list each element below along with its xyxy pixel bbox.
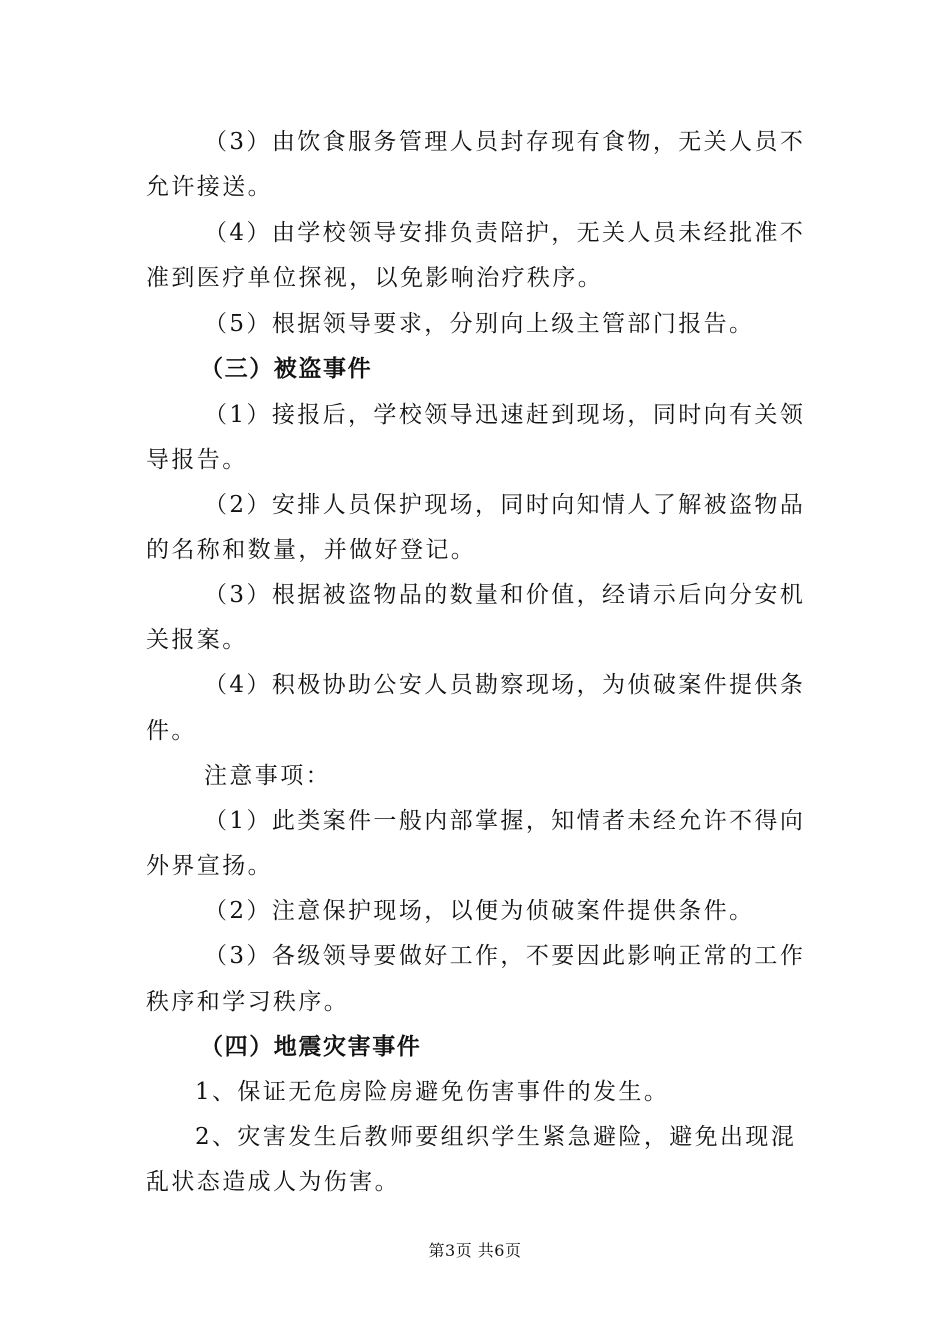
paragraph-line: 的名称和数量，并做好登记。 xyxy=(146,537,477,563)
paragraph-line: 准到医疗单位探视，以免影响治疗秩序。 xyxy=(146,265,604,291)
paragraph-line: （3）根据被盗物品的数量和价值，经请示后向分安机 xyxy=(204,582,806,608)
paragraph-line: （4）积极协助公安人员勘察现场，为侦破案件提供条 xyxy=(204,672,806,698)
paragraph-line: （5）根据领导要求，分别向上级主管部门报告。 xyxy=(204,311,755,337)
page-number: 第3页 共6页 xyxy=(428,1241,522,1260)
section-heading: （四）地震灾害事件 xyxy=(200,1034,422,1060)
paragraph-line: （2）注意保护现场，以便为侦破案件提供条件。 xyxy=(204,898,755,924)
paragraph-line: 外界宣扬。 xyxy=(146,853,273,879)
paragraph-line: （3）各级领导要做好工作，不要因此影响正常的工作 xyxy=(204,943,806,969)
paragraph-line: 关报案。 xyxy=(146,627,248,653)
paragraph-line: 2、灾害发生后教师要组织学生紧急避险，避免出现混 xyxy=(195,1124,797,1150)
paragraph-line: 注意事项： xyxy=(204,763,331,789)
paragraph-line: （1）此类案件一般内部掌握，知情者未经允许不得向 xyxy=(204,808,806,834)
paragraph-line: 乱状态造成人为伤害。 xyxy=(146,1169,400,1195)
paragraph-line: 件。 xyxy=(146,718,197,744)
section-heading: （三）被盗事件 xyxy=(200,356,373,382)
paragraph-line: 1、保证无危房险房避免伤害事件的发生。 xyxy=(195,1079,670,1105)
paragraph-line: 允许接送。 xyxy=(146,174,273,200)
paragraph-line: （3）由饮食服务管理人员封存现有食物，无关人员不 xyxy=(204,129,806,155)
paragraph-line: （1）接报后，学校领导迅速赶到现场，同时向有关领 xyxy=(204,402,806,428)
paragraph-line: （2）安排人员保护现场，同时向知情人了解被盗物品 xyxy=(204,492,806,518)
paragraph-line: 秩序和学习秩序。 xyxy=(146,989,350,1015)
paragraph-line: （4）由学校领导安排负责陪护，无关人员未经批准不 xyxy=(204,220,806,246)
paragraph-line: 导报告。 xyxy=(146,447,248,473)
